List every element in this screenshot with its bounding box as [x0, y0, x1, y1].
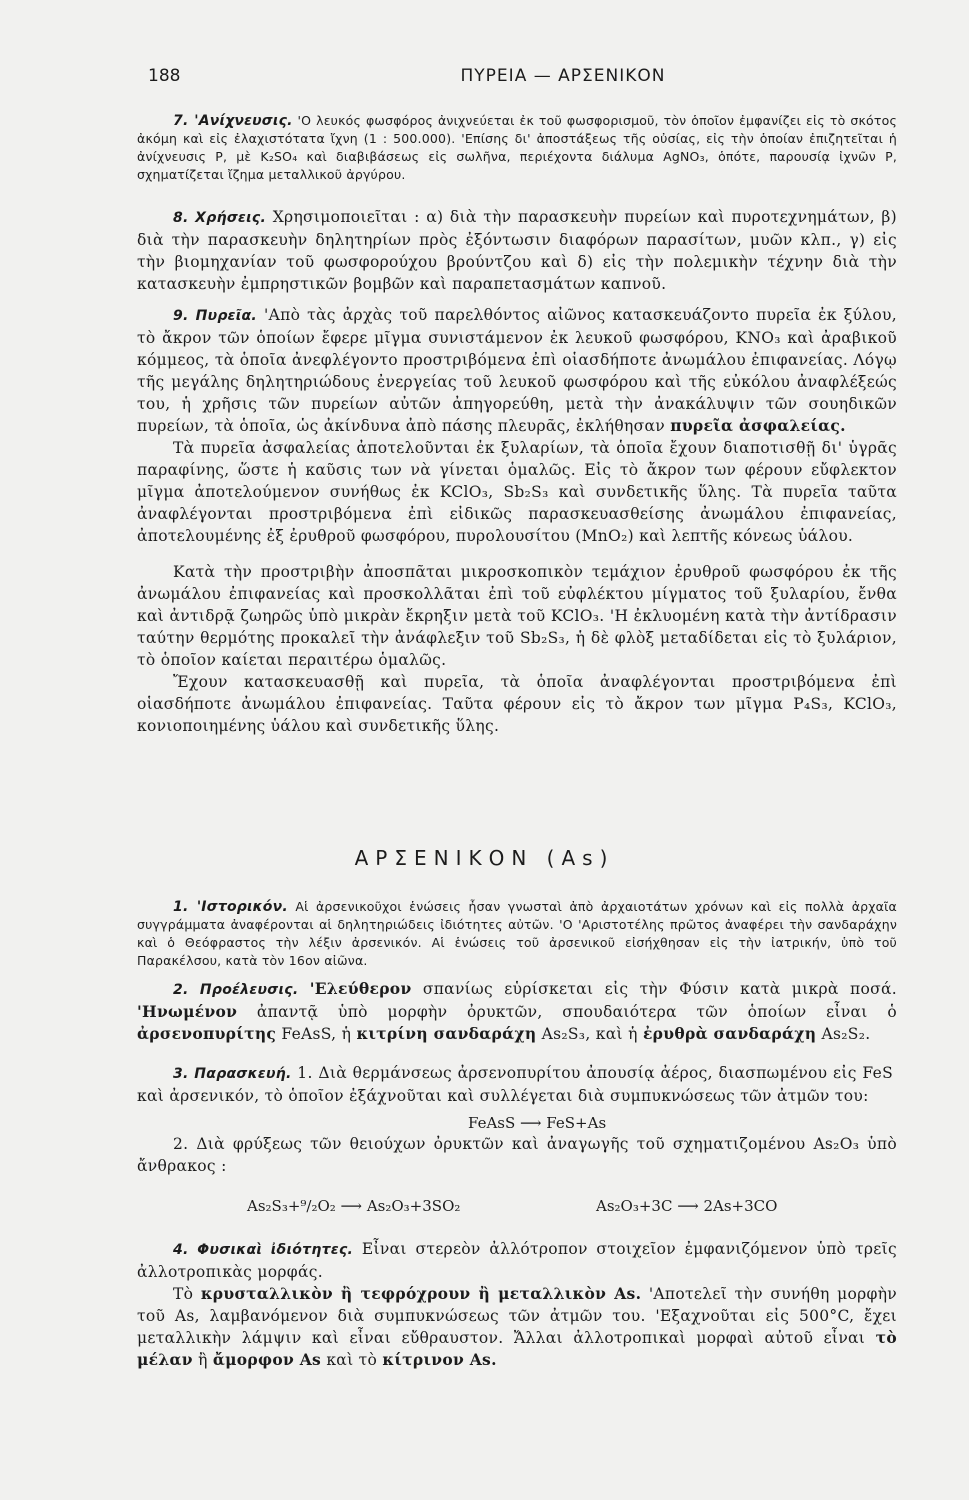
page-header	[148, 66, 888, 96]
equation-1: FeAsS ⟶ FeS+As	[468, 1114, 607, 1132]
paragraph: 7. 'Ανίχνευσις. 'Ο λευκός φωσφόρος ἀνιχνεύεται ἐκ τοῦ φωσφορισμοῦ, τὸν ὁποῖον ἐμφανίζει εἰς τὸ σκότος ἀκόμη καὶ εἰς ἐλαχιστότατα ἴχνη (1 : 500.000). 'Επίσης δι' ἀποστάξεως τῆς οὐσίας, εἰς τὴν ὁποίαν ἐπιζητεῖται ἡ ἀνίχνευσις P, μὲ K₂SO₄ καὶ διαβιβάσεως εἰς σωλῆνα, περιέχοντα διάλυμα AgNO₃, ὁπότε, παρουσίᾳ ἰχνῶν P, σχηματίζεται ἴζημα μεταλλικοῦ ἀργύρου.	[137, 113, 897, 182]
bold-term: πυρεῖα ἀσφαλείας.	[670, 416, 846, 435]
paragraph: 9. Πυρεῖα. 'Απὸ τὰς ἀρχὰς τοῦ παρελθόντος αἰῶνος κατασκευάζοντο πυρεῖα ἐκ ξύλου, τὸ ἄκρον τῶν ὁποίων ἔφερε μῖγμα συνιστάμενον ἐκ λευκοῦ φωσφόρου, KNO₃ καὶ ἀραβικοῦ κόμμεος, τὰ ὁποῖα ἀνεφλέγοντο προστριβόμενα ἐπὶ οἱασδήποτε ἀνωμάλου ἐπιφανείας. Λόγῳ τῆς μεγάλης δηλητηριώδους ἐνεργείας τοῦ λευκοῦ φωσφόρου καὶ τῆς εὐκόλου ἀναφλέξεώς του, ἡ χρῆσις τῶν πυρείων αὐτῶν ἀπηγορεύθη, μετὰ τὴν ἀνακάλυψιν τῶν σουηδικῶν πυρείων, τὰ ὁποῖα, ὡς ἀκίνδυνα ἀπὸ πάσης πλευρᾶς, ἐκλήθησαν πυρεῖα ἀσφαλείας.	[137, 306, 897, 435]
paragraph: Τὰ πυρεῖα ἀσφαλείας ἀποτελοῦνται ἐκ ξυλαρίων, τὰ ὁποῖα ἔχουν διαποτισθῇ δι' ὑγρᾶς παραφίνης, ὥστε ἡ καῦσις των νὰ γίνεται ὁμαλῶς. Εἰς τὸ ἄκρον των φέρουν εὔφλεκτον μῖγμα ἀποτελούμενον συνήθως ἐκ KClO₃, Sb₂S₃ καὶ συνδετικῆς ὕλης. Τὰ πυρεῖα ταῦτα ἀναφλέγονται προστριβόμενα ἐπὶ εἰδικῶς παρασκευασθείσης ἀνωμάλου ἐπιφανείας, ἀποτελουμένης ἐξ ἐρυθροῦ φωσφόρου, πυρολουσίτου (MnO₂) καὶ λεπτῆς κόνεως ὑάλου.	[137, 439, 897, 545]
section-a4-properties	[137, 1238, 897, 1371]
section-7-detection	[137, 112, 897, 184]
paragraph: 2. Προέλευσις. 'Ελεύθερον σπανίως εὑρίσκεται εἰς τὴν Φύσιν κατὰ μικρὰ ποσά. 'Ηνωμένον ἀπαντᾷ ὑπὸ μορφὴν ὀρυκτῶν, σπουδαιότερα τῶν ὁποίων εἶναι ὁ ἀρσενοπυρίτης FeAsS, ἡ κιτρίνη σανδαράχη As₂S₃, καὶ ἡ ἐρυθρὰ σανδαράχη As₂S₂.	[137, 979, 897, 1043]
section-heading: 1. 'Ιστορικόν.	[173, 899, 288, 915]
equation-2: As₂S₃+⁹/₂O₂ ⟶ As₂O₃+3SO₂	[247, 1197, 461, 1215]
paragraph: 8. Χρήσεις. Χρησιμοποιεῖται : α) διὰ τὴν παρασκευὴν πυρείων καὶ πυροτεχνημάτων, β) διὰ τὴν παρασκευὴν δηλητηρίων πρὸς ἐξόντωσιν διαφόρων παρασίτων, μυῶν κλπ., γ) εἰς τὴν βιομηχανίαν τοῦ φωσφορούχου βρούντζου καὶ δ) εἰς τὴν πολεμικὴν τέχνην διὰ τὴν κατασκευὴν ἐμπρηστικῶν βομβῶν καὶ παραπετασμάτων καπνοῦ.	[137, 208, 898, 293]
section-heading: 8. Χρήσεις.	[173, 210, 267, 226]
paragraph: Τὸ κρυσταλλικὸν ἢ τεφρόχρουν ἢ μεταλλικὸν As. 'Αποτελεῖ τὴν συνήθη μορφὴν τοῦ As, λαμβανόμενον διὰ συμπυκνώσεως τῶν ἀτμῶν του. 'Εξαχνοῦται εἰς 500°C, ἔχει μεταλλικὴν λάμψιν καὶ εἶναι εὔθραυστον. Ἄλλαι ἀλλοτροπικαὶ μορφαὶ αὐτοῦ εἶναι τὸ μέλαν ἢ ἄμορφον As καὶ τὸ κίτρινον As.	[137, 1284, 898, 1369]
section-8-uses	[137, 206, 897, 295]
chapter-title: ΑΡΣΕΝΙΚΟΝ (As)	[354, 846, 615, 870]
equation-3: As₂O₃+3C ⟶ 2As+3CO	[596, 1197, 778, 1215]
section-heading: 9. Πυρεῖα.	[173, 308, 258, 324]
running-title: ΠΥΡΕΙΑ — ΑΡΣΕΝΙΚΟΝ	[460, 66, 666, 86]
section-heading: 2. Προέλευσις.	[173, 982, 299, 998]
section-9-matches	[137, 304, 897, 737]
page-number: 188	[148, 66, 181, 86]
section-heading: 4. Φυσικαὶ ἰδιότητες.	[173, 1242, 354, 1258]
paragraph: 3. Παρασκευή. 1. Διὰ θερμάνσεως ἀρσενοπυρίτου ἀπουσίᾳ ἀέρος, διασπωμένου εἰς FeS καὶ ἀρσενικόν, τὸ ὁποῖον ἐξάχνοῦται καὶ συλλέγεται διὰ συμπυκνώσεως τῶν ἀτμῶν του:	[137, 1064, 893, 1105]
paragraph: 2. Διὰ φρύξεως τῶν θειούχων ὀρυκτῶν καὶ ἀναγωγῆς τοῦ σχηματιζομένου As₂O₃ ὑπὸ ἄνθρακος :	[137, 1135, 897, 1175]
paragraph: Κατὰ τὴν προστριβὴν ἀποσπᾶται μικροσκοπικὸν τεμάχιον ἐρυθροῦ φωσφόρου ἐκ τῆς ἀνωμάλου ἐπιφανείας καὶ προσκολλᾶται ἐπὶ τοῦ εὐφλέκτου μίγματος τοῦ ξυλαρίου, ἔνθα καὶ ἀντιδρᾷ ζωηρῶς ὑπὸ μικρὰν ἔκρηξιν μετὰ τοῦ KClO₃. 'Η ἐκλυομένη κατὰ τὴν ἀντίδρασιν ταύτην θερμότης προκαλεῖ τὴν ἀνάφλεξιν τοῦ Sb₂S₃, ἡ δὲ φλὸξ μεταδίδεται εἰς τὸ ξυλάριον, τὸ ὁποῖον καίεται περαιτέρω ὁμαλῶς.	[137, 563, 897, 669]
paragraph: 1. 'Ιστορικόν. Αἱ ἀρσενικοῦχοι ἑνώσεις ἦσαν γνωσταὶ ἀπὸ ἀρχαιοτάτων χρόνων καὶ εἰς πολλὰ ἀρχαῖα συγγράμματα ἀναφέρονται αἱ δηλητηριώδεις ἰδιότητες αὐτῶν. 'Ο 'Αριστοτέλης πρῶτος ἀναφέρει τὴν σανδαράχην καὶ ὁ Θεόφραστος τὴν λέξιν ἀρσενικόν. Αἱ ἑνώσεις τοῦ ἀρσενικοῦ εἰσήχθησαν εἰς τὴν ἰατρικήν, ὑπὸ τοῦ Παρακέλσου, κατὰ τὸν 16ον αἰῶνα.	[137, 899, 897, 968]
section-heading: 7. 'Ανίχνευσις.	[173, 113, 293, 129]
paragraph: Ἔχουν κατασκευασθῇ καὶ πυρεῖα, τὰ ὁποῖα ἀναφλέγονται προστριβόμενα ἐπὶ οἱασδήποτε ἀνωμάλου ἐπιφανείας. Ταῦτα φέρουν εἰς τὸ ἄκρον των μῖγμα P₄S₃, KClO₃, κονιοποιημένης ὑάλου καὶ συνδετικῆς ὕλης.	[137, 673, 897, 735]
section-a1-history	[137, 898, 897, 970]
section-a2-occurrence	[137, 978, 897, 1045]
section-heading: 3. Παρασκευή.	[173, 1066, 292, 1082]
paragraph: 4. Φυσικαὶ ἰδιότητες. Εἶναι στερεὸν ἀλλότροπον στοιχεῖον ἐμφανιζόμενον ὑπὸ τρεῖς ἀλλοτροπικὰς μορφάς.	[137, 1240, 897, 1281]
